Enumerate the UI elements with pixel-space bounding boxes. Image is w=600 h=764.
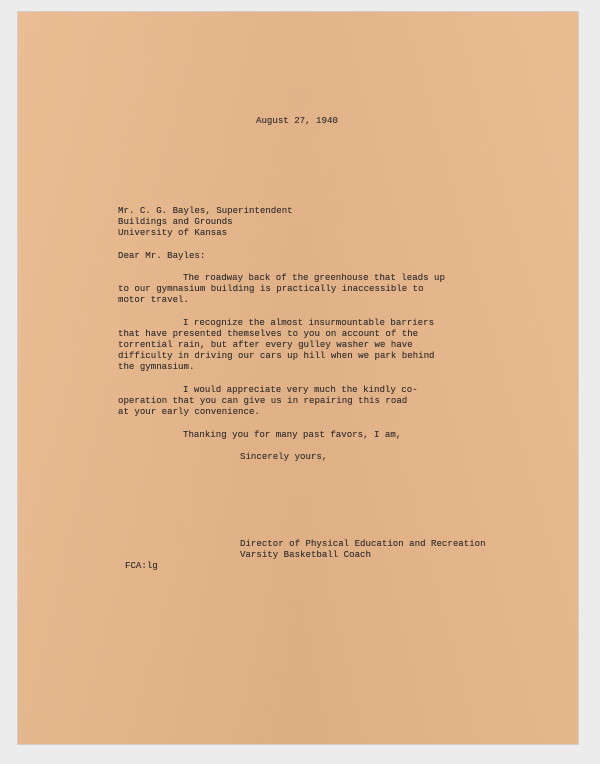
closing: Sincerely yours, xyxy=(240,451,328,462)
paragraph-line: that have presented themselves to you on account of the xyxy=(118,328,419,339)
recipient-institution: University of Kansas xyxy=(118,227,228,238)
paragraph-line: the gymnasium. xyxy=(118,361,195,372)
paragraph-line: The roadway back of the greenhouse that leads up xyxy=(183,272,445,283)
paragraph-line: torrential rain, but after every gulley washer we have xyxy=(118,339,413,350)
letter-date: August 27, 1940 xyxy=(256,115,338,126)
paragraph-line: operation that you can give us in repairing this road xyxy=(118,395,408,406)
recipient-department: Buildings and Grounds xyxy=(118,216,233,227)
letter-page xyxy=(18,12,578,744)
paragraph-line: difficulty in driving our cars up hill when we park behind xyxy=(118,350,435,361)
paragraph-line: at your early convenience. xyxy=(118,406,260,417)
signature-title: Director of Physical Education and Recreation xyxy=(240,538,486,549)
signature-role: Varsity Basketball Coach xyxy=(240,549,371,560)
typist-initials: FCA:lg xyxy=(125,560,158,571)
paragraph-line: I recognize the almost insurmountable barriers xyxy=(183,317,435,328)
paragraph-line: Thanking you for many past favors, I am, xyxy=(183,429,402,440)
recipient-name: Mr. C. G. Bayles, Superintendent xyxy=(118,205,293,216)
paragraph-line: I would appreciate very much the kindly co- xyxy=(183,384,418,395)
salutation: Dear Mr. Bayles: xyxy=(118,250,206,261)
paragraph-line: motor travel. xyxy=(118,294,189,305)
paragraph-line: to our gymnasium building is practically inaccessible to xyxy=(118,283,424,294)
